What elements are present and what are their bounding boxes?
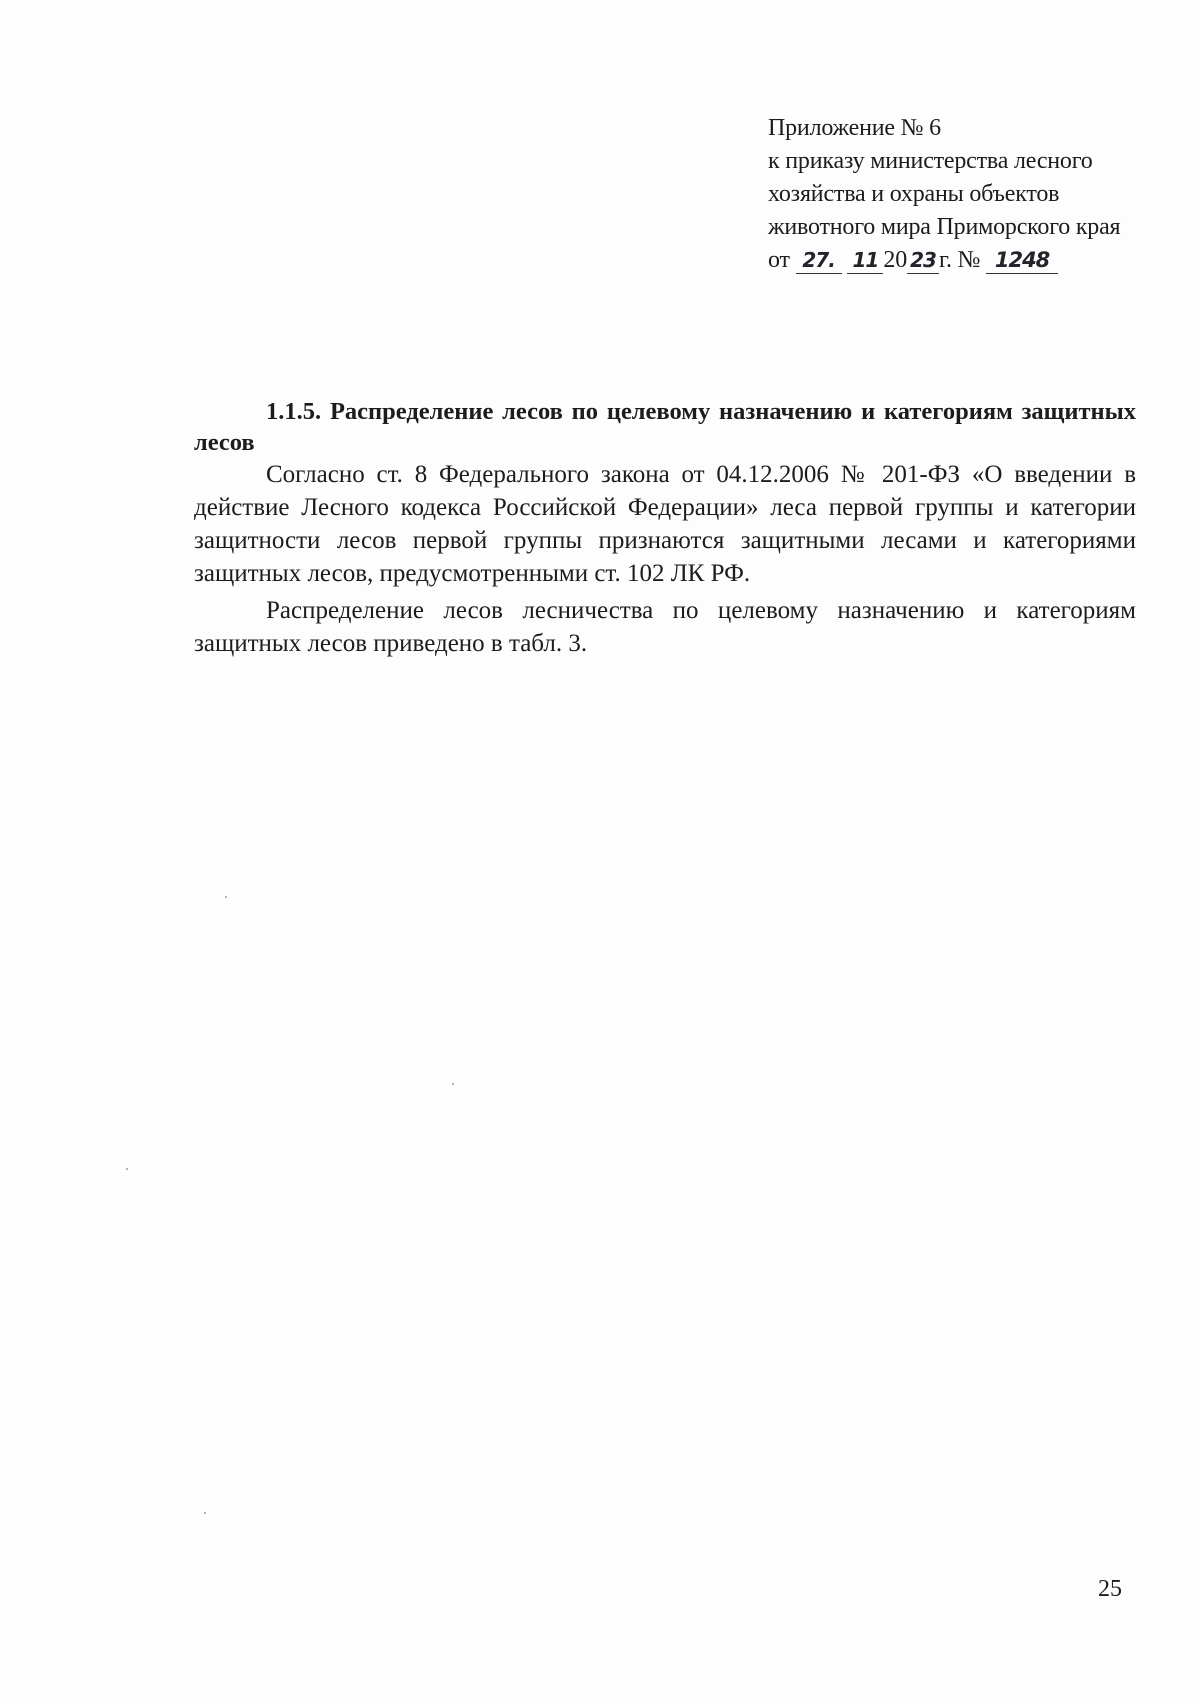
handwritten-year: 23 — [907, 247, 939, 274]
date-prefix: от — [768, 247, 790, 273]
paragraph-table-reference: Распределение лесов лесничества по целевому назначению и категориям защитных лесов приведено в табл. 3. — [194, 597, 1136, 657]
scan-speck — [452, 1083, 454, 1085]
year-prefix: 20 — [883, 247, 908, 273]
handwritten-month: 11 — [847, 247, 883, 274]
scan-speck — [204, 1512, 206, 1514]
appendix-ministry-line: хозяйства и охраны объектов — [768, 181, 1060, 207]
scan-speck — [126, 1168, 128, 1170]
page-number: 25 — [1098, 1576, 1122, 1602]
section-title: Распределение лесов по целевому назначению и категориям защитных лесов — [194, 398, 1137, 456]
appendix-date-line — [768, 244, 1128, 277]
scan-speck — [225, 896, 227, 898]
paragraph-law-reference: Согласно ст. 8 Федерального закона от 04.12.2006 № 201-ФЗ «О введении в действие Лесного кодекса Российской Федерации» леса первой группы и категории защитности лесов первой группы признаются защитными лесами и категориями защитных лесов, предусмотренными ст. 102 ЛК РФ. — [194, 461, 1136, 587]
section-number: 1.1.5. — [266, 398, 322, 425]
appendix-region-line: животного мира Приморского края — [768, 214, 1121, 240]
appendix-order-line: к приказу министерства лесного — [768, 148, 1093, 174]
section-body — [194, 458, 1136, 660]
appendix-title: Приложение № 6 — [768, 115, 941, 141]
number-prefix: г. № — [939, 247, 981, 273]
handwritten-order-number: 1248 — [986, 247, 1058, 274]
section-heading — [194, 396, 1136, 458]
appendix-header — [768, 112, 1128, 277]
handwritten-day: 27. — [796, 247, 842, 274]
